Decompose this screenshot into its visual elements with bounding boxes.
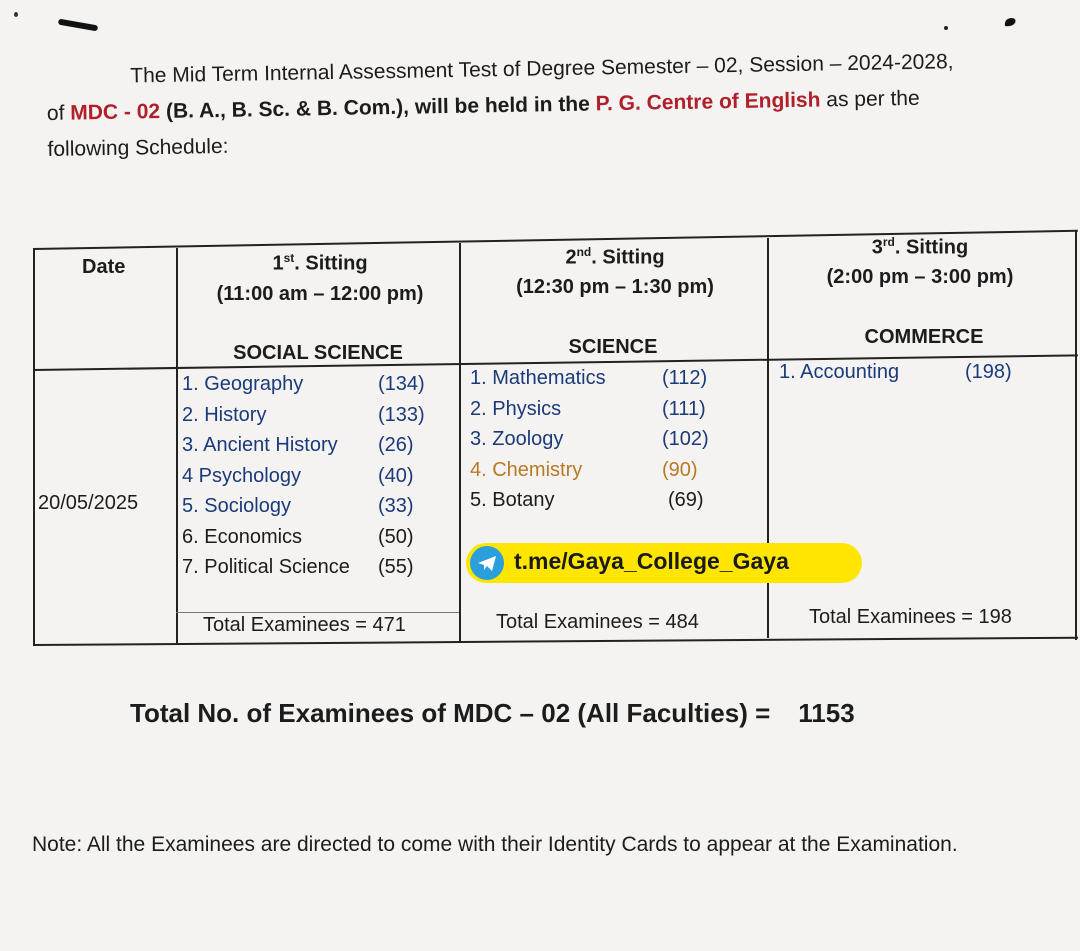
table-border-bottom — [33, 637, 1078, 646]
subject-list-commerce — [779, 357, 1039, 388]
intro-line-2: of MDC - 02 (B. A., B. Sc. & B. Com.), will be held in the P. G. Centre of English as per the — [46, 86, 920, 125]
subject-row: 4 Psychology (40) — [182, 464, 414, 487]
table-border-right — [1075, 230, 1077, 640]
telegram-icon-glyph — [470, 546, 504, 580]
subject-row: 2. History (133) — [182, 403, 425, 426]
subject-list-social-science — [182, 369, 428, 583]
total-social-science: Total Examinees = 471 — [203, 614, 406, 636]
subject-row: 1. Accounting (198) — [779, 361, 1012, 383]
sitting-3-title: 3rd. Sitting — [871, 235, 969, 259]
subject-list-science — [470, 363, 730, 516]
ink-dot — [944, 26, 948, 30]
telegram-link-text: t.me/Gaya_College_Gaya — [514, 548, 789, 574]
total-science: Total Examinees = 484 — [496, 611, 699, 633]
faculty-commerce: COMMERCE — [864, 326, 984, 348]
sitting-1-title: 1st. Sitting — [272, 251, 368, 275]
sitting-3-time: (2:00 pm – 3:00 pm) — [826, 266, 1014, 288]
ink-dash — [58, 19, 98, 32]
venue: P. G. Centre of English — [595, 88, 821, 116]
subject-row: 3. Ancient History (26) — [182, 434, 414, 456]
course-code: MDC - 02 — [70, 100, 161, 125]
faculty-science: SCIENCE — [568, 336, 658, 358]
sitting-2-time: (12:30 pm – 1:30 pm) — [516, 276, 714, 298]
column-divider — [176, 248, 178, 644]
date-header: Date — [82, 256, 126, 278]
grand-total — [130, 698, 855, 729]
exam-date: 20/05/2025 — [38, 492, 139, 514]
intro-paragraph — [46, 43, 1048, 168]
subject-row: 6. Economics (50) — [182, 525, 414, 548]
note-text: Note: All the Examinees are directed to come with their Identity Cards to appear at the Examination. — [32, 833, 958, 856]
subject-row: 1. Mathematics (112) — [470, 367, 708, 389]
subject-row: 7. Political Science (55) — [182, 556, 414, 578]
subject-row: 3. Zoology (102) — [470, 428, 709, 450]
subject-row: 2. Physics (111) — [470, 397, 706, 420]
ink-blob — [1003, 16, 1017, 28]
table-border-left — [33, 248, 35, 646]
subject-row: 1. Geography (134) — [182, 373, 425, 395]
faculty-social-science: SOCIAL SCIENCE — [233, 342, 403, 364]
grand-total-label: Total No. of Examinees of MDC – 02 (All Faculties) = — [130, 698, 771, 728]
grand-total-value: 1153 — [798, 698, 855, 728]
column-divider — [459, 243, 461, 641]
subject-row: 5. Sociology (33) — [182, 495, 414, 517]
sitting-1-time: (11:00 am – 12:00 pm) — [216, 283, 424, 305]
telegram-icon — [470, 546, 504, 580]
telegram-link-banner[interactable] — [466, 543, 862, 583]
sitting-2-title: 2nd. Sitting — [565, 245, 665, 269]
subject-row: 4. Chemistry (90) — [470, 458, 698, 481]
total-separator — [176, 612, 459, 613]
intro-line-3: following Schedule: — [47, 134, 229, 161]
intro-line-1: The Mid Term Internal Assessment Test of Degree Semester – 02, Session – 2024-2028, — [130, 50, 954, 88]
ink-dot — [14, 12, 18, 17]
total-commerce: Total Examinees = 198 — [809, 606, 1012, 628]
subject-row: 5. Botany (69) — [470, 489, 704, 511]
